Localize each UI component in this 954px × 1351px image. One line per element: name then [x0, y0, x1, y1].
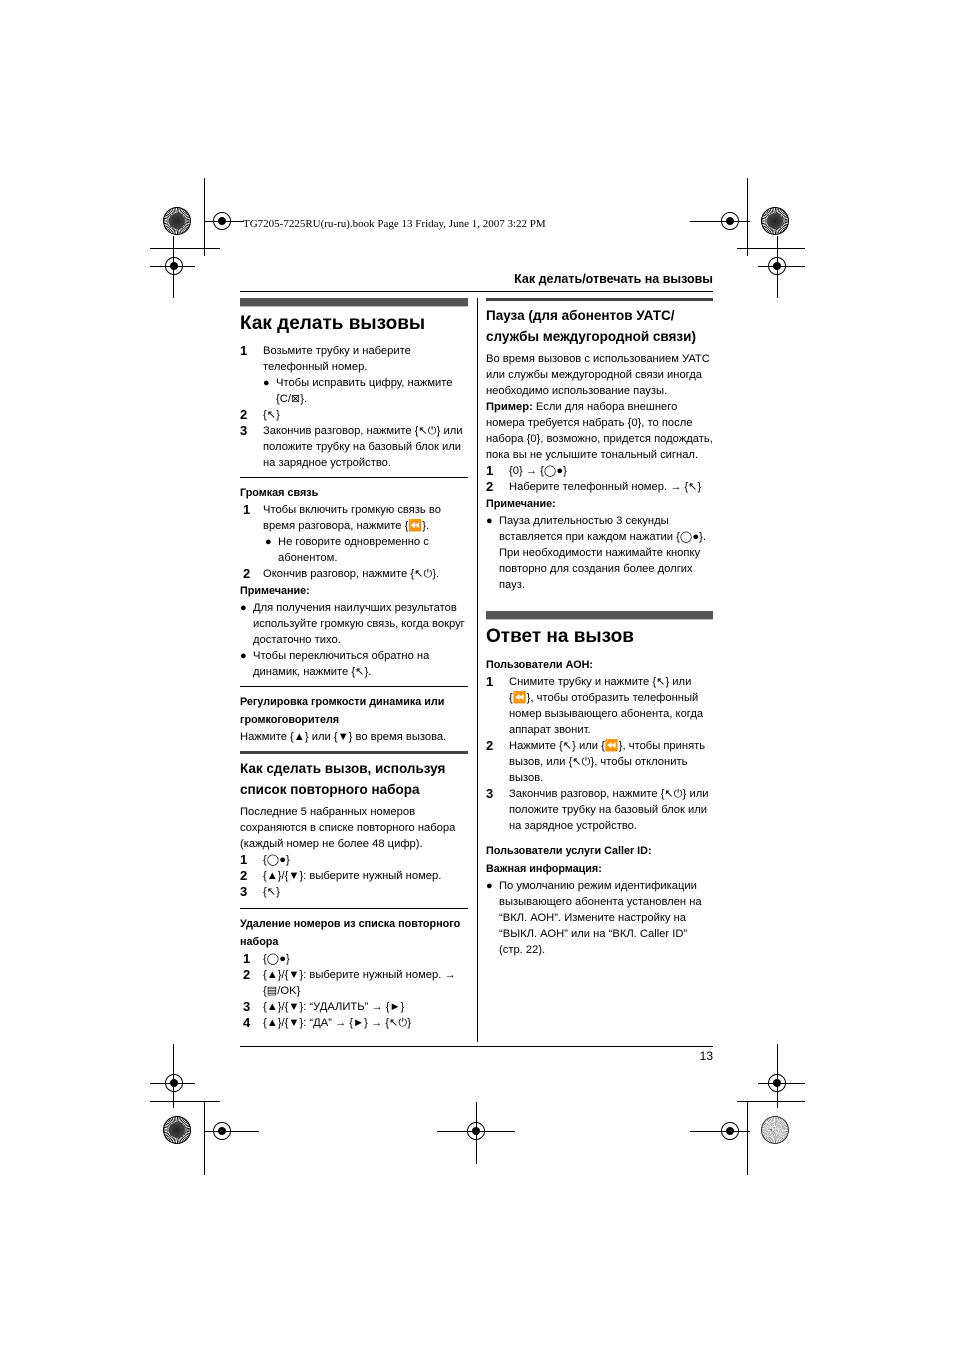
list-item: 3 Закончив разговор, нажмите {↖⏻} или положите трубку на базовый блок или на зарядное устройство.: [240, 423, 463, 469]
volume-text: Нажмите {▲} или {▼} во время вызова.: [240, 731, 447, 743]
section-title-answer: Ответ на вызов: [486, 626, 634, 647]
print-book-line: TG7205-7225RU(ru-ru).book Page 13 Friday, June 1, 2007 3:22 PM: [243, 218, 546, 230]
registration-star-icon: [761, 207, 789, 235]
list-item: 1 {◯●}: [243, 951, 290, 966]
subsection-title-callerid: Пользователи услуги Caller ID:: [486, 845, 652, 857]
list-item: ● Чтобы исправить цифру, нажмите {C/⊠}.: [263, 377, 453, 405]
right-column: [486, 298, 713, 958]
important-title: Важная информация:: [486, 863, 602, 875]
list-item: 1 Возьмите трубку и наберите телефонный номер.: [240, 343, 411, 373]
list-item: ● Чтобы переключиться обратно на динамик, нажмите {↖}.: [240, 650, 430, 678]
list-item: 3 {▲}/{▼}: “УДАЛИТЬ” → {►}: [243, 999, 405, 1014]
page-number: 13: [699, 1049, 713, 1063]
divider: [240, 686, 468, 687]
list-item: 1 {◯●}: [240, 852, 290, 867]
note-title: Примечание:: [240, 585, 310, 597]
subsection-title-speaker: Громкая связь: [240, 487, 319, 499]
list-item: 2 {▲}/{▼}: выберите нужный номер. → {▤/OK}: [243, 967, 456, 997]
list-item: ● Пауза длительностью 3 секунды вставляется при каждом нажатии {◯●}. При необходимости нажимайте кнопку повторно для создания более долгих пауз.: [486, 515, 706, 591]
list-item: 1 {0} → {◯●}: [486, 463, 567, 478]
column-divider: [477, 298, 478, 1042]
section-bar: [486, 298, 713, 301]
list-item: 1 Снимите трубку и нажмите {↖} или {⏪}, чтобы отобразить телефонный номер вызывающего абонента, когда аппарат звонит.: [486, 674, 704, 736]
subsection-title-pause: Пауза (для абонентов УАТС/службы междугородной связи): [486, 308, 696, 344]
list-item: 2 {↖}: [240, 407, 280, 422]
list-item: 4 {▲}/{▼}: “ДА” → {►} → {↖⏻}: [243, 1015, 411, 1030]
divider: [240, 908, 468, 909]
section-bar: [240, 751, 468, 754]
subsection-title-aon: Пользователи АОН:: [486, 659, 594, 671]
registration-star-icon: [163, 1116, 191, 1144]
section-title-make-calls: Как делать вызовы: [240, 313, 426, 334]
list-item: 2 Наберите телефонный номер. → {↖}: [486, 479, 702, 494]
list-item: ● Для получения наилучших результатов используйте громкую связь, когда вокруг достаточно тихо.: [240, 602, 465, 646]
list-item: 2 {▲}/{▼}: выберите нужный номер.: [240, 868, 442, 883]
subsection-title-redial: Как сделать вызов, используя список повторного набора: [240, 761, 446, 797]
list-item: ● Не говорите одновременно с абонентом.: [265, 536, 429, 564]
subsection-title-delete: Удаление номеров из списка повторного набора: [240, 918, 461, 948]
pause-intro: Во время вызовов с использованием УАТС или службы междугородной связи иногда необходимо использование паузы.: [486, 353, 710, 397]
list-item: 2 Окончив разговор, нажмите {↖⏻}.: [243, 566, 440, 581]
note-title: Примечание:: [486, 498, 556, 510]
list-item: 1 Чтобы включить громкую связь во время разговора, нажмите {⏪}.: [243, 502, 441, 532]
header-rule: [240, 291, 713, 292]
divider: [240, 477, 468, 478]
pause-example: Пример: Если для набора внешнего номера требуется набрать {0}, то после набора {0}, возможно, придется подождать, пока вы не услышите тональный сигнал.: [486, 401, 713, 461]
list-item: 2 Нажмите {↖} или {⏪}, чтобы принять вызов, или {↖⏻}, чтобы отклонить вызов.: [486, 738, 706, 784]
list-item: 3 Закончив разговор, нажмите {↖⏻} или положите трубку на базовый блок или на зарядное устройство.: [486, 786, 709, 832]
redial-text: Последние 5 набранных номеров сохраняются в списке повторного набора (каждый номер не более 48 цифр).: [240, 806, 456, 850]
list-item: 3 {↖}: [240, 884, 280, 899]
section-bar: [240, 298, 468, 307]
list-item: ● По умолчанию режим идентификации вызывающего абонента установлен на “ВКЛ. АОН”. Измените настройку на “ВЫКЛ. АОН” или на “ВКЛ. Caller ID” (стр. 22).: [486, 880, 702, 956]
subsection-title-volume: Регулировка громкости динамика или громкоговорителя: [240, 696, 445, 726]
footer-rule: [240, 1046, 713, 1047]
left-column: [240, 298, 468, 1031]
running-header: Как делать/отвечать на вызовы: [514, 272, 713, 286]
section-bar: [486, 611, 713, 620]
registration-star-icon: [761, 1116, 789, 1144]
registration-star-icon: [163, 207, 191, 235]
